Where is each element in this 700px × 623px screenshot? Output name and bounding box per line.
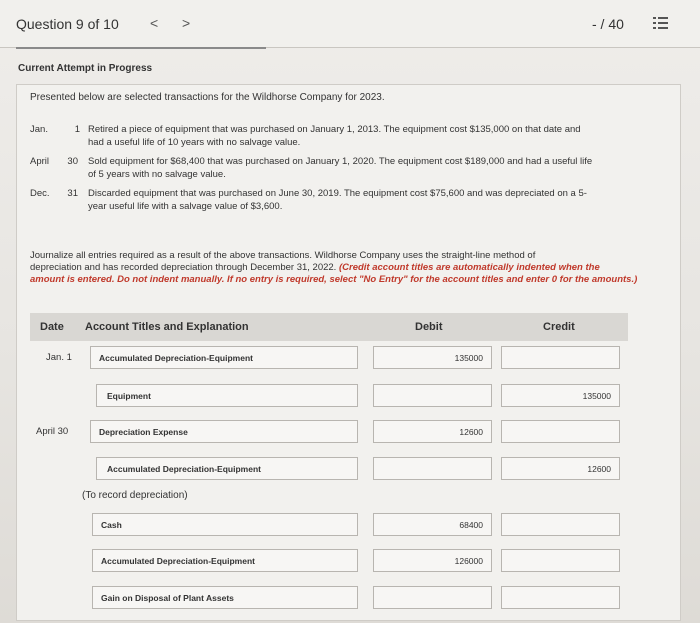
debit-field[interactable] bbox=[373, 384, 492, 407]
transaction-month: Dec. bbox=[30, 188, 50, 199]
transaction-text: year useful life with a salvage value of $3,600. bbox=[88, 201, 283, 212]
transaction-text: of 5 years with no salvage value. bbox=[88, 169, 226, 180]
credit-field[interactable]: 135000 bbox=[501, 384, 620, 407]
debit-column-header: Debit bbox=[415, 321, 443, 333]
question-header bbox=[0, 0, 700, 48]
instructions bbox=[30, 250, 660, 286]
date-column-header: Date bbox=[40, 321, 64, 333]
header-divider bbox=[16, 47, 266, 49]
entry-date: April 30 bbox=[36, 426, 69, 437]
transaction-month: April bbox=[30, 156, 50, 167]
transaction-text: Sold equipment for $68,400 that was purchased on January 1, 2020. The equipment cost $189,000 and had a useful life bbox=[88, 156, 593, 167]
transaction-text: had a useful life of 10 years with no salvage value. bbox=[88, 137, 301, 148]
transaction-text: Discarded equipment that was purchased on June 30, 2019. The equipment cost $75,600 and was depreciated on a 5- bbox=[88, 188, 587, 199]
problem-intro: Presented below are selected transactions for the Wildhorse Company for 2023. bbox=[30, 92, 385, 103]
debit-field[interactable]: 126000 bbox=[373, 549, 492, 572]
journal-table-header bbox=[30, 313, 628, 341]
instructions-line: Journalize all entries required as a result of the above transactions. Wildhorse Company uses the straight-line method of bbox=[30, 250, 536, 261]
transaction-day: 1 bbox=[74, 124, 80, 135]
credit-field[interactable] bbox=[501, 513, 620, 536]
entry-explanation: (To record depreciation) bbox=[82, 490, 188, 501]
transaction-text: Retired a piece of equipment that was purchased on January 1, 2013. The equipment cost $135,000 on that date and bbox=[88, 124, 581, 135]
instructions-warning: (Credit account titles are automatically indented when the bbox=[338, 262, 600, 273]
score: - / 40 bbox=[592, 16, 624, 32]
attempt-status: Current Attempt in Progress bbox=[18, 63, 153, 74]
question-counter: Question 9 of 10 bbox=[16, 16, 119, 32]
credit-field[interactable] bbox=[501, 346, 620, 369]
account-title-field[interactable]: Cash bbox=[92, 513, 358, 536]
question-list-icon[interactable] bbox=[653, 17, 668, 30]
debit-field[interactable]: 68400 bbox=[373, 513, 492, 536]
transaction-day: 30 bbox=[67, 156, 78, 167]
credit-column-header: Credit bbox=[543, 321, 575, 333]
account-title-field[interactable]: Accumulated Depreciation-Equipment bbox=[92, 549, 358, 572]
account-title-field[interactable]: Gain on Disposal of Plant Assets bbox=[92, 586, 358, 609]
account-title-field[interactable]: Accumulated Depreciation-Equipment bbox=[90, 346, 358, 369]
credit-field[interactable] bbox=[501, 549, 620, 572]
transaction-day: 31 bbox=[67, 188, 78, 199]
transaction-month: Jan. bbox=[30, 124, 48, 135]
debit-field[interactable] bbox=[373, 457, 492, 480]
credit-field[interactable]: 12600 bbox=[501, 457, 620, 480]
account-column-header: Account Titles and Explanation bbox=[85, 321, 249, 333]
next-question-button[interactable]: > bbox=[182, 15, 191, 31]
instructions-line bbox=[30, 262, 660, 274]
entry-date: Jan. 1 bbox=[46, 352, 72, 363]
credit-field[interactable] bbox=[501, 420, 620, 443]
debit-field[interactable] bbox=[373, 586, 492, 609]
credit-field[interactable] bbox=[501, 586, 620, 609]
debit-field[interactable]: 12600 bbox=[373, 420, 492, 443]
account-title-field[interactable]: Accumulated Depreciation-Equipment bbox=[96, 457, 358, 480]
account-title-field[interactable]: Equipment bbox=[96, 384, 358, 407]
instructions-warning: amount is entered. Do not indent manually. If no entry is required, select "No Entry" for the account titles and enter 0 for the amounts.) bbox=[30, 274, 638, 285]
account-title-field[interactable]: Depreciation Expense bbox=[90, 420, 358, 443]
previous-question-button[interactable]: < bbox=[150, 15, 159, 31]
debit-field[interactable]: 135000 bbox=[373, 346, 492, 369]
instructions-text: depreciation and has recorded depreciation through December 31, 2022. bbox=[30, 262, 339, 273]
